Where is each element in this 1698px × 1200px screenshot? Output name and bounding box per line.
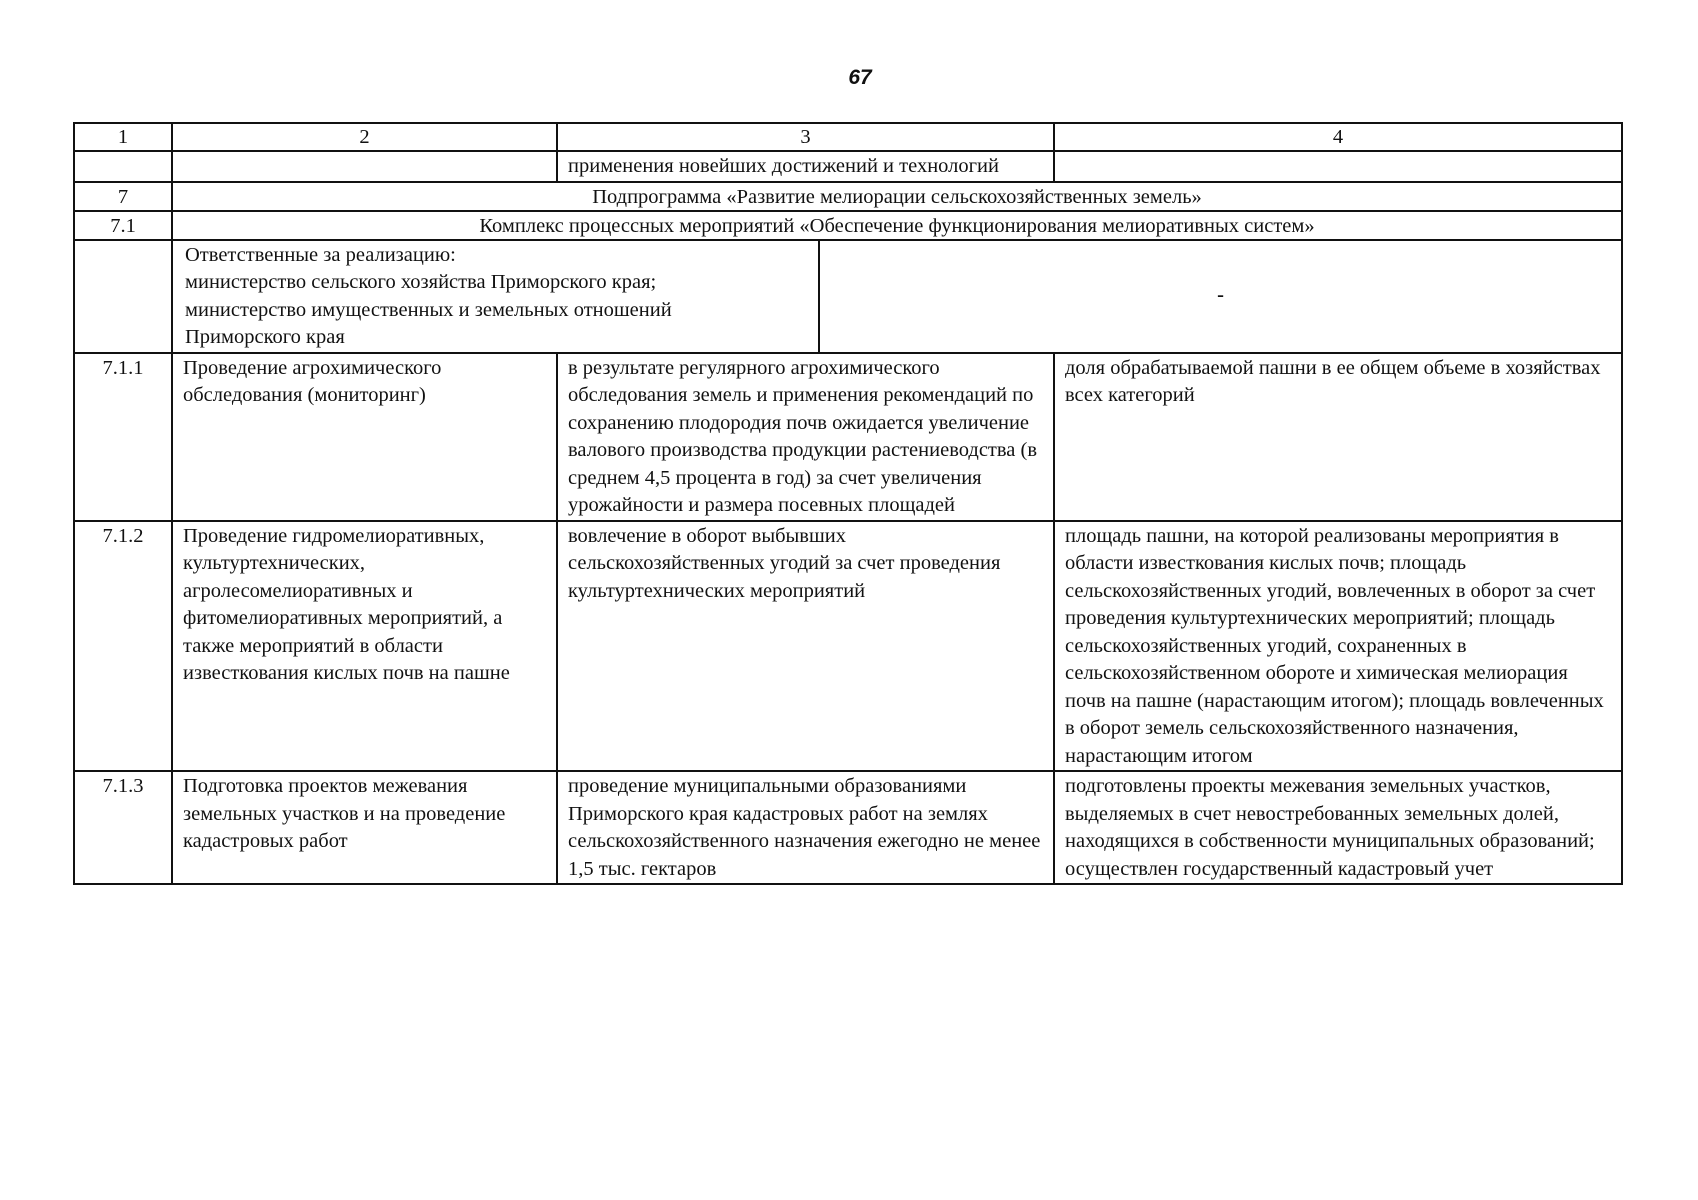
- continuation-result-cell: применения новейших достижений и технологий: [557, 151, 1054, 182]
- row-number: 7.1.3: [74, 771, 172, 884]
- row-task: Проведение агрохимического обследования (мониторинг): [172, 353, 557, 521]
- continuation-task-cell: [172, 151, 557, 182]
- row-result: проведение муниципальными образованиями Приморского края кадастровых работ на землях сельскохозяйственного назначения ежегодно не менее 1,5 тыс. гектаров: [557, 771, 1054, 884]
- row-indicator: площадь пашни, на которой реализованы мероприятия в области известкования кислых почв; площадь сельскохозяйственных угодий, вовлеченных в оборот за счет проведения культуртехнических мероприятий; площадь сельскохозяйственных угодий, сохраненных в сельскохозяйственном обороте и химическая мелиорация почв на пашне (нарастающим итогом); площадь вовлеченных в оборот земель сельскохозяйственного назначения, нарастающим итогом: [1054, 521, 1622, 772]
- subprogram-title: Подпрограмма «Развитие мелиорации сельскохозяйственных земель»: [172, 182, 1622, 211]
- responsible-line: Приморского края: [185, 326, 345, 348]
- row-task: Подготовка проектов межевания земельных участков и на проведение кадастровых работ: [172, 771, 557, 884]
- row-indicator: доля обрабатываемой пашни в ее общем объеме в хозяйствах всех категорий: [1054, 353, 1622, 521]
- complex-row: [74, 211, 1622, 240]
- responsible-row: [74, 240, 1622, 353]
- continuation-row: [74, 151, 1622, 182]
- row-number: 7.1.2: [74, 521, 172, 772]
- responsible-line: Ответственные за реализацию:: [185, 243, 456, 266]
- table-row: [74, 521, 1622, 772]
- complex-num: 7.1: [74, 211, 172, 240]
- page-number: 67: [848, 66, 872, 89]
- row-result: в результате регулярного агрохимического обследования земель и применения рекомендаций по сохранению плодородия почв ожидается увеличение валового производства продукции растениеводства (в среднем 4,5 процента в год) за счет увеличения урожайности и размера посевных площадей: [557, 353, 1054, 521]
- responsible-line: министерство имущественных и земельных отношений: [185, 298, 672, 321]
- responsible-wrapper: [172, 240, 1622, 353]
- row-indicator: подготовлены проекты межевания земельных участков, выделяемых в счет невостребованных земельных долей, находящихся в собственности муниципальных образований; осуществлен государственный кадастровый учет: [1054, 771, 1622, 884]
- row-number: 7.1.1: [74, 353, 172, 521]
- subprogram-num: 7: [74, 182, 172, 211]
- column-number-3: 3: [557, 123, 1054, 151]
- continuation-num-cell: [74, 151, 172, 182]
- continuation-indicator-cell: [1054, 151, 1622, 182]
- responsible-label: [173, 241, 820, 352]
- responsible-num-cell: [74, 240, 172, 353]
- responsible-line: министерство сельского хозяйства Приморского края;: [185, 271, 657, 293]
- subprogram-row: [74, 182, 1622, 211]
- column-number-2: 2: [172, 123, 557, 151]
- column-number-4: 4: [1054, 123, 1622, 151]
- complex-title: Комплекс процессных мероприятий «Обеспечение функционирования мелиоративных систем»: [172, 211, 1622, 240]
- program-table: [73, 122, 1623, 885]
- column-numbers-row: [74, 123, 1622, 151]
- responsible-value: -: [1217, 284, 1224, 307]
- row-task: Проведение гидромелиоративных, культуртехнических, агролесомелиоративных и фитомелиоративных мероприятий, а также мероприятий в области известкования кислых почв на пашне: [172, 521, 557, 772]
- column-number-1: 1: [74, 123, 172, 151]
- row-result: вовлечение в оборот выбывших сельскохозяйственных угодий за счет проведения культуртехнических мероприятий: [557, 521, 1054, 772]
- table-row: [74, 771, 1622, 884]
- table-row: [74, 353, 1622, 521]
